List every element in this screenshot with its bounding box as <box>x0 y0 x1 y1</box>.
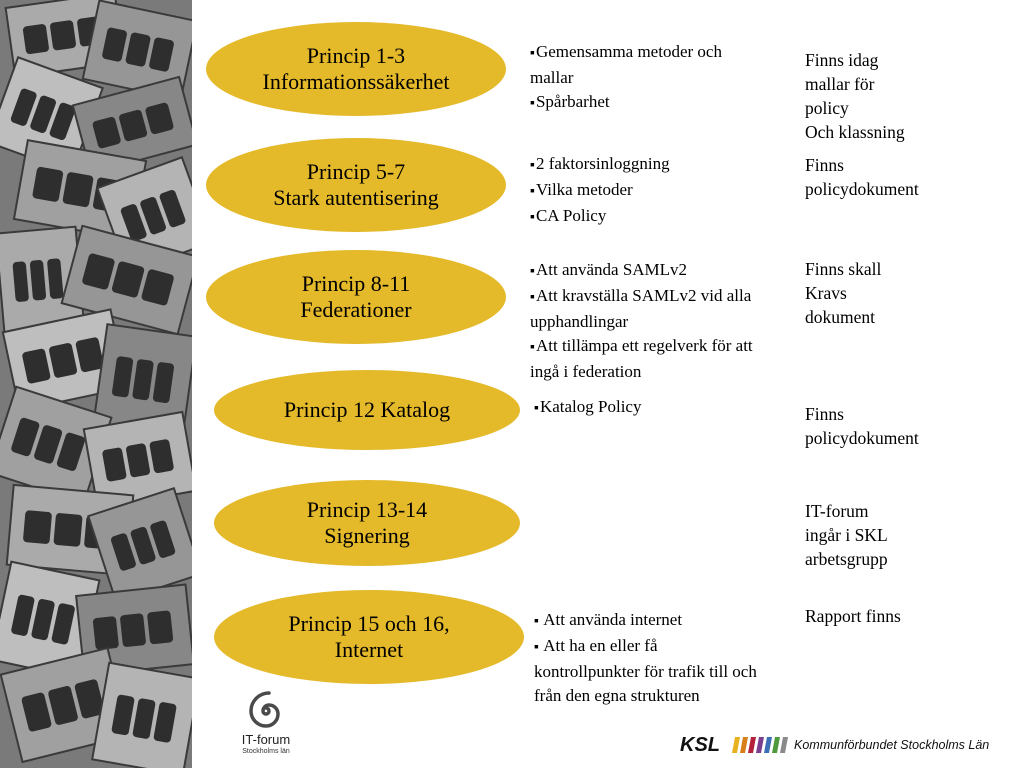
bullet-item: ▪ CA Policy <box>530 204 765 230</box>
principle-5-status <box>805 499 1005 571</box>
principle-4-title-line-1: Princip 12 Katalog <box>283 397 451 422</box>
bullet-item: ▪ Att kravställa SAMLv2 vid alla upphandlingar <box>530 284 765 334</box>
principle-oval-1 <box>206 22 506 116</box>
principle-5-title-line-2: Signering <box>324 523 410 548</box>
status-line: policydokument <box>805 179 919 199</box>
status-line: Finns <box>805 404 844 424</box>
ksl-stripe <box>748 737 756 753</box>
principle-2-bullets <box>530 152 765 230</box>
bullet-item: ▪ 2 faktorsinloggning <box>530 152 765 178</box>
ksl-stripe <box>740 737 748 753</box>
ksl-stripe <box>772 737 780 753</box>
bullet-item: ▪ Att använda SAMLv2 <box>530 258 765 284</box>
principle-6-bullets <box>534 608 764 708</box>
status-line: IT-forum <box>805 501 869 521</box>
bricks-photo <box>0 0 192 768</box>
ksl-logo <box>680 733 1020 757</box>
principle-oval-2 <box>206 138 506 232</box>
bullet-item: ▪ Att använda internet <box>534 608 764 634</box>
principle-1-status <box>805 48 1005 144</box>
itforum-subtitle: Stockholms län <box>242 748 290 755</box>
ksl-stripes-icon <box>732 737 790 753</box>
status-line: Kravs <box>805 283 847 303</box>
ksl-stripe <box>756 737 764 753</box>
itforum-logo <box>226 688 306 760</box>
principle-2-title-line-1: Princip 5-7 <box>306 159 406 184</box>
status-line: Och klassning <box>805 122 905 142</box>
itforum-name: IT-forum <box>241 732 291 747</box>
principle-oval-6 <box>214 590 524 684</box>
status-line: ingår i SKL <box>805 525 888 545</box>
principle-4-bullets <box>534 395 769 421</box>
principle-3-status <box>805 257 1005 329</box>
status-line: arbetsgrupp <box>805 549 888 569</box>
ksl-stripe <box>780 737 788 753</box>
principle-5-title-line-1: Princip 13-14 <box>306 497 428 522</box>
status-line: Finns skall <box>805 259 882 279</box>
status-line: Rapport finns <box>805 606 901 626</box>
principle-1-title-line-2: Informationssäkerhet <box>262 69 450 94</box>
spiral-icon <box>238 688 294 734</box>
principle-1-bullets <box>530 40 760 116</box>
bullet-item: ▪ Vilka metoder <box>530 178 765 204</box>
bullet-item: ▪ Gemensamma metoder och mallar <box>530 40 760 90</box>
bullet-item: ▪ Spårbarhet <box>530 90 760 116</box>
principle-oval-5 <box>214 480 520 566</box>
principle-6-title-line-1: Princip 15 och 16, <box>288 611 450 636</box>
principle-3-bullets <box>530 258 765 384</box>
principle-6-title-line-2: Internet <box>334 637 404 662</box>
bullet-item: ▪ Att ha en eller få kontrollpunkter för trafik till och från den egna strukturen <box>534 634 764 708</box>
principle-2-title-line-2: Stark autentisering <box>273 185 439 210</box>
status-line: policydokument <box>805 428 919 448</box>
status-line: mallar för <box>805 74 875 94</box>
status-line: dokument <box>805 307 875 327</box>
principle-6-status <box>805 604 1005 628</box>
ksl-stripe <box>764 737 772 753</box>
status-line: Finns idag <box>805 50 879 70</box>
principle-oval-3 <box>206 250 506 344</box>
status-line: Finns <box>805 155 844 175</box>
principle-3-title-line-2: Federationer <box>300 297 412 322</box>
ksl-stripe <box>732 737 740 753</box>
principle-oval-4 <box>214 370 520 450</box>
principle-2-status <box>805 153 1005 201</box>
brick <box>92 663 192 768</box>
bullet-item: ▪ Att tillämpa ett regelverk för att ingå i federation <box>530 334 765 384</box>
principle-3-title-line-1: Princip 8-11 <box>301 271 411 296</box>
ksl-full-name: Kommunförbundet Stockholms Län <box>794 738 990 752</box>
principle-4-status <box>805 402 1005 450</box>
status-line: policy <box>805 98 849 118</box>
principle-1-title-line-1: Princip 1-3 <box>306 43 406 68</box>
ksl-abbreviation: KSL <box>680 734 720 756</box>
bullet-item: ▪ Katalog Policy <box>534 395 769 421</box>
